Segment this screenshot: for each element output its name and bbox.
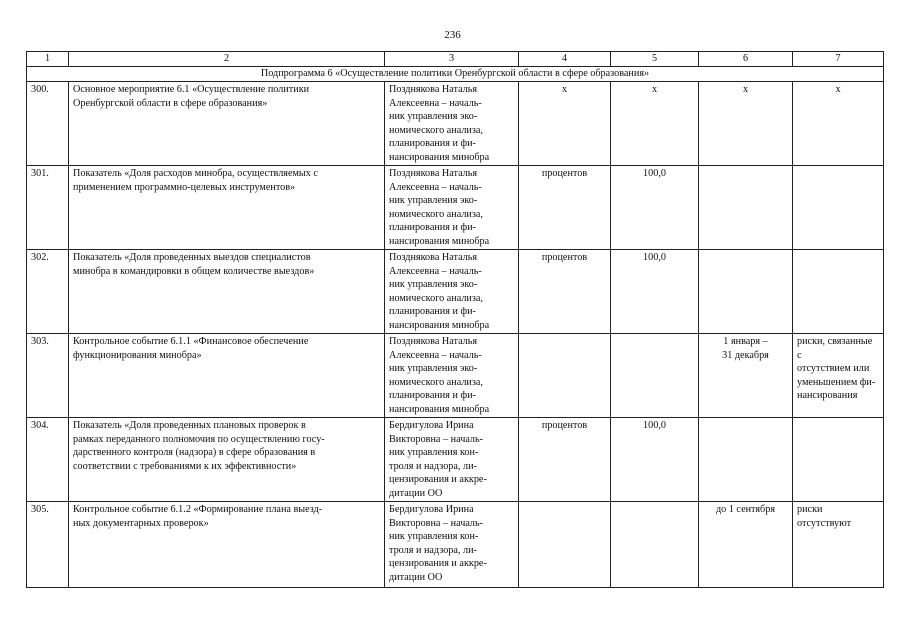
table-row [27, 502, 884, 588]
column-number-row [27, 52, 884, 67]
row-number: 305. [27, 502, 69, 588]
activity-name: Контрольное событие 6.1.2 «Формирование плана выезд- ных документарных проверок» [69, 502, 385, 588]
responsible-person: Бердигулова Ирина Викторовна – началь- ник управления кон- троля и надзора, ли- цензирования и аккре- дитации ОО [385, 418, 519, 502]
unit-cell: процентов [519, 418, 611, 502]
value-cell: х [611, 82, 699, 166]
responsible-person: Позднякова Наталья Алексеевна – началь- ник управления эко- номического анализа, планирования и фи- нансирования минобра [385, 334, 519, 418]
responsible-person: Позднякова Наталья Алексеевна – началь- ник управления эко- номического анализа, планирования и фи- нансирования минобра [385, 250, 519, 334]
table-row [27, 166, 884, 250]
unit-cell: процентов [519, 250, 611, 334]
activity-name: Показатель «Доля проведенных выездов специалистов минобра в командировки в общем количестве выездов» [69, 250, 385, 334]
row-number: 304. [27, 418, 69, 502]
value-cell: 100,0 [611, 166, 699, 250]
value-cell: 100,0 [611, 250, 699, 334]
unit-cell [519, 502, 611, 588]
column-header: 6 [699, 52, 793, 67]
column-header: 7 [793, 52, 884, 67]
plan-table [26, 51, 884, 588]
value-cell [611, 334, 699, 418]
risks-cell: х [793, 82, 884, 166]
period-cell: х [699, 82, 793, 166]
period-cell [699, 418, 793, 502]
value-cell: 100,0 [611, 418, 699, 502]
period-cell [699, 166, 793, 250]
period-cell: 1 января – 31 декабря [699, 334, 793, 418]
table-row [27, 250, 884, 334]
period-cell [699, 250, 793, 334]
column-header: 4 [519, 52, 611, 67]
responsible-person: Позднякова Наталья Алексеевна – началь- ник управления эко- номического анализа, планирования и фи- нансирования минобра [385, 166, 519, 250]
column-header: 1 [27, 52, 69, 67]
column-header: 3 [385, 52, 519, 67]
risks-cell: риски отсутствуют [793, 502, 884, 588]
responsible-person: Позднякова Наталья Алексеевна – началь- ник управления эко- номического анализа, планирования и фи- нансирования минобра [385, 82, 519, 166]
table-row [27, 82, 884, 166]
responsible-person: Бердигулова Ирина Викторовна – началь- ник управления кон- троля и надзора, ли- цензирования и аккре- дитации ОО [385, 502, 519, 588]
column-header: 5 [611, 52, 699, 67]
risks-cell [793, 250, 884, 334]
table-row [27, 334, 884, 418]
section-title: Подпрограмма 6 «Осуществление политики Оренбургской области в сфере образования» [27, 67, 884, 82]
section-header-row [27, 67, 884, 82]
value-cell [611, 502, 699, 588]
row-number: 301. [27, 166, 69, 250]
page-number: 236 [444, 29, 461, 41]
risks-cell [793, 418, 884, 502]
row-number: 302. [27, 250, 69, 334]
column-header: 2 [69, 52, 385, 67]
activity-name: Показатель «Доля расходов минобра, осуществляемых с применением программно-целевых инструментов» [69, 166, 385, 250]
activity-name: Контрольное событие 6.1.1 «Финансовое обеспечение функционирования минобра» [69, 334, 385, 418]
table-row [27, 418, 884, 502]
unit-cell: х [519, 82, 611, 166]
unit-cell [519, 334, 611, 418]
period-cell: до 1 сентября [699, 502, 793, 588]
risks-cell [793, 166, 884, 250]
unit-cell: процентов [519, 166, 611, 250]
risks-cell: риски, связанные с отсутствием или уменьшением фи- нансирования [793, 334, 884, 418]
row-number: 300. [27, 82, 69, 166]
row-number: 303. [27, 334, 69, 418]
activity-name: Показатель «Доля проведенных плановых проверок в рамках переданного полномочия по осуществлению госу- дарственного контроля (надзора) в сфере образования в соответствии с требованиями к их эффективности» [69, 418, 385, 502]
activity-name: Основное мероприятие 6.1 «Осуществление политики Оренбургской области в сфере образования» [69, 82, 385, 166]
